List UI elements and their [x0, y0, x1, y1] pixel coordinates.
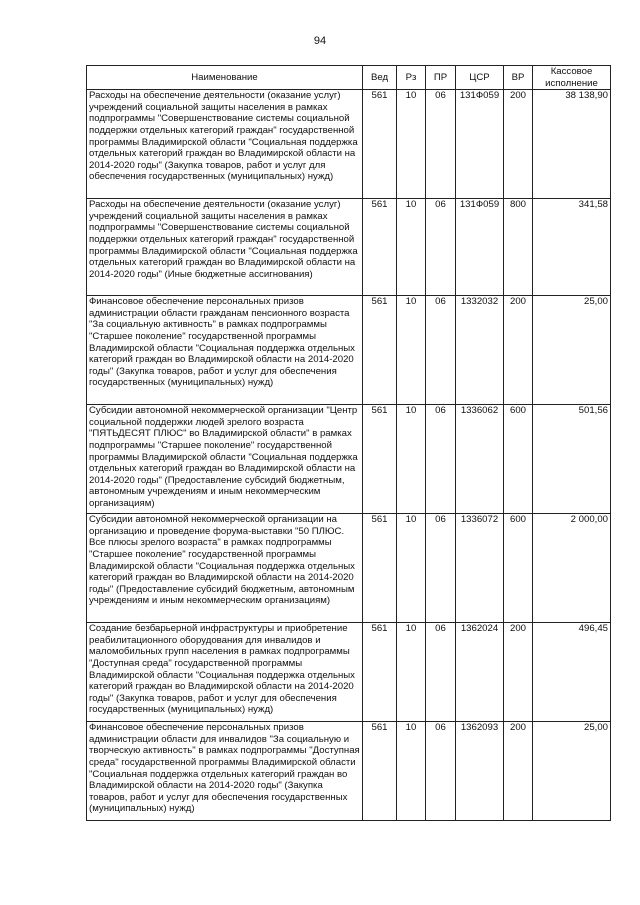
row-vr: 800	[504, 199, 533, 296]
row-rz: 10	[397, 90, 426, 199]
row-ved: 561	[363, 405, 397, 514]
row-vr: 200	[504, 722, 533, 821]
row-sum: 38 138,90	[533, 90, 611, 199]
row-rz: 10	[397, 405, 426, 514]
header-rz: Рз	[397, 66, 426, 90]
row-sum: 501,56	[533, 405, 611, 514]
row-rz: 10	[397, 514, 426, 623]
budget-execution-table	[86, 65, 611, 821]
row-ved: 561	[363, 199, 397, 296]
row-name: Финансовое обеспечение персональных призов администрации области для инвалидов "За социальную и творческую активность" в рамках подпрограммы "Доступная среда" государственной программы Владимирской области "Социальная поддержка отдельных категорий граждан во Владимирской области на 2014-2020 годы" (Закупка товаров, работ и услуг для обеспечения государственных (муниципальных) нужд)	[87, 722, 363, 821]
row-name: Расходы на обеспечение деятельности (оказание услуг) учреждений социальной защиты населения в рамках подпрограммы "Совершенствование системы социальной поддержки отдельных категорий граждан" государственной программы Владимирской области "Социальная поддержка отдельных категорий граждан во Владимирской области на 2014-2020 годы" (Закупка товаров, работ и услуг для обеспечения государственных (муниципальных) нужд)	[87, 90, 363, 199]
row-sum: 341,58	[533, 199, 611, 296]
row-ved: 561	[363, 514, 397, 623]
row-vr: 200	[504, 296, 533, 405]
table-row	[87, 514, 611, 623]
header-ved: Вед	[363, 66, 397, 90]
header-sum: Кассовое исполнение	[533, 66, 611, 90]
header-vr: ВР	[504, 66, 533, 90]
table-row	[87, 90, 611, 199]
row-rz: 10	[397, 722, 426, 821]
row-csr: 1332032	[456, 296, 504, 405]
row-vr: 200	[504, 623, 533, 722]
row-pr: 06	[426, 405, 456, 514]
row-rz: 10	[397, 296, 426, 405]
row-csr: 131Ф059	[456, 199, 504, 296]
row-pr: 06	[426, 296, 456, 405]
row-name: Расходы на обеспечение деятельности (оказание услуг) учреждений социальной защиты населения в рамках подпрограммы "Совершенствование системы социальной поддержки отдельных категорий граждан" государственной программы Владимирской области "Социальная поддержка отдельных категорий граждан во Владимирской области на 2014-2020 годы" (Иные бюджетные ассигнования)	[87, 199, 363, 296]
header-csr: ЦСР	[456, 66, 504, 90]
row-csr: 131Ф059	[456, 90, 504, 199]
table-row	[87, 623, 611, 722]
row-sum: 2 000,00	[533, 514, 611, 623]
row-sum: 496,45	[533, 623, 611, 722]
table-body	[87, 90, 611, 821]
row-name: Создание безбарьерной инфраструктуры и приобретение реабилитационного оборудования для инвалидов и маломобильных групп населения в рамках подпрограммы "Доступная среда" государственной программы Владимирской области "Социальная поддержка отдельных категорий граждан во Владимирской области на 2014-2020 годы" (Закупка товаров, работ и услуг для обеспечения государственных (муниципальных) нужд)	[87, 623, 363, 722]
header-name: Наименование	[87, 66, 363, 90]
row-vr: 200	[504, 90, 533, 199]
row-csr: 1336072	[456, 514, 504, 623]
row-pr: 06	[426, 514, 456, 623]
row-sum: 25,00	[533, 722, 611, 821]
row-pr: 06	[426, 722, 456, 821]
row-name: Субсидии автономной некоммерческой организации "Центр социальной поддержки людей зрелого возраста "ПЯТЬДЕСЯТ ПЛЮС" во Владимирской области" в рамках подпрограммы "Старшее поколение" государственной программы Владимирской области "Социальная поддержка отдельных категорий граждан во Владимирской области на 2014-2020 годы" (Предоставление субсидий бюджетным, автономным учреждениям и иным некоммерческим организациям)	[87, 405, 363, 514]
row-csr: 1362024	[456, 623, 504, 722]
page-number: 94	[313, 35, 327, 47]
table-header	[87, 66, 611, 90]
row-csr: 1336062	[456, 405, 504, 514]
table-row	[87, 405, 611, 514]
row-ved: 561	[363, 623, 397, 722]
row-name: Финансовое обеспечение персональных призов администрации области гражданам пенсионного возраста "За социальную активность" в рамках подпрограммы "Старшее поколение" государственной программы Владимирской области "Социальная поддержка отдельных категорий граждан во Владимирской области на 2014-2020 годы" (Закупка товаров, работ и услуг для обеспечения государственных (муниципальных) нужд)	[87, 296, 363, 405]
row-pr: 06	[426, 199, 456, 296]
row-vr: 600	[504, 514, 533, 623]
row-csr: 1362093	[456, 722, 504, 821]
row-ved: 561	[363, 722, 397, 821]
table-row	[87, 296, 611, 405]
row-pr: 06	[426, 90, 456, 199]
row-sum: 25,00	[533, 296, 611, 405]
header-pr: ПР	[426, 66, 456, 90]
row-rz: 10	[397, 623, 426, 722]
row-ved: 561	[363, 90, 397, 199]
row-ved: 561	[363, 296, 397, 405]
table-row	[87, 722, 611, 821]
table-row	[87, 199, 611, 296]
row-pr: 06	[426, 623, 456, 722]
row-name: Субсидии автономной некоммерческой организации на организацию и проведение форума-выставки "50 ПЛЮС. Все плюсы зрелого возраста" в рамках подпрограммы "Старшее поколение" государственной программы Владимирской области "Социальная поддержка отдельных категорий граждан во Владимирской области на 2014-2020 годы" (Предоставление субсидий бюджетным, автономным учреждениям и иным некоммерческим организациям)	[87, 514, 363, 623]
row-vr: 600	[504, 405, 533, 514]
row-rz: 10	[397, 199, 426, 296]
